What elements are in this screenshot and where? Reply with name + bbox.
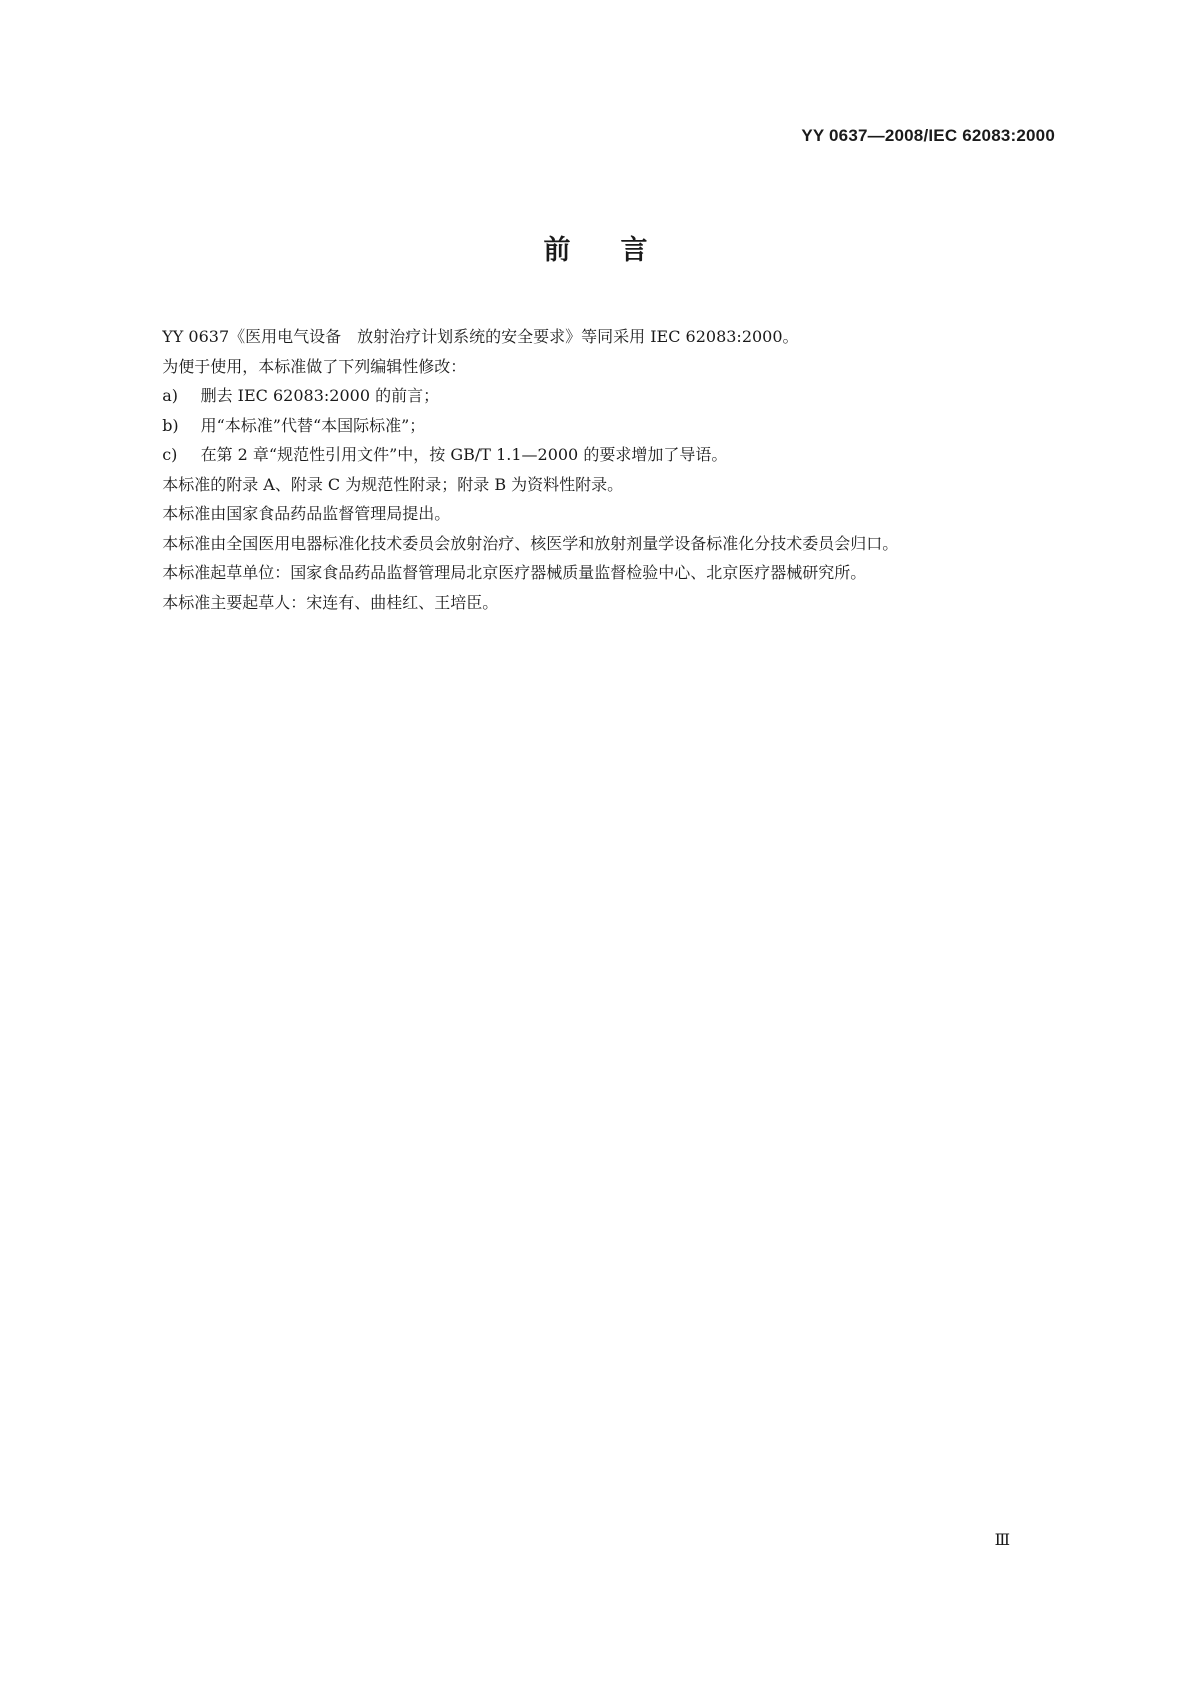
paragraph-drafters: 本标准主要起草人：宋连有、曲桂红、王培臣。 <box>162 592 499 612</box>
list-item-text: 删去 IEC 62083:2000 的前言； <box>200 386 440 405</box>
paragraph-drafting-organizations: 本标准起草单位：国家食品药品监督管理局北京医疗器械质量监督检验中心、北京医疗器械研究所。 <box>162 563 867 582</box>
paragraph-edits-intro: 为便于使用，本标准做了下列编辑性修改： <box>162 356 467 376</box>
list-marker: c) <box>162 445 178 464</box>
list-item <box>119 411 1051 441</box>
paragraph-administered-by: 本标准由全国医用电器标准化技术委员会放射治疗、核医学和放射剂量学设备标准化分技术委员会归口。 <box>162 533 899 553</box>
list-marker: b) <box>162 415 179 435</box>
list-marker: a) <box>162 386 178 405</box>
paragraph-proposed-by: 本标准由国家食品药品监督管理局提出。 <box>162 504 451 523</box>
page-number: Ⅲ <box>994 1532 1010 1549</box>
page-title: 前言 <box>543 235 698 266</box>
list-item <box>119 381 1051 411</box>
list-item-text: 用“本标准”代替“本国际标准”； <box>200 415 426 435</box>
list-item-text: 在第 2 章“规范性引用文件”中，按 GB/T 1.1—2000 的要求增加了导语。 <box>200 445 728 464</box>
paragraph-adoption: YY 0637《医用电气设备 放射治疗计划系统的安全要求》等同采用 IEC 62083:2000。 <box>162 327 799 346</box>
list-item <box>119 440 1051 470</box>
foreword-body <box>119 322 1051 617</box>
document-number-header: YY 0637—2008/IEC 62083:2000 <box>801 126 1055 145</box>
paragraph-annexes: 本标准的附录 A、附录 C 为规范性附录；附录 B 为资料性附录。 <box>162 474 624 494</box>
